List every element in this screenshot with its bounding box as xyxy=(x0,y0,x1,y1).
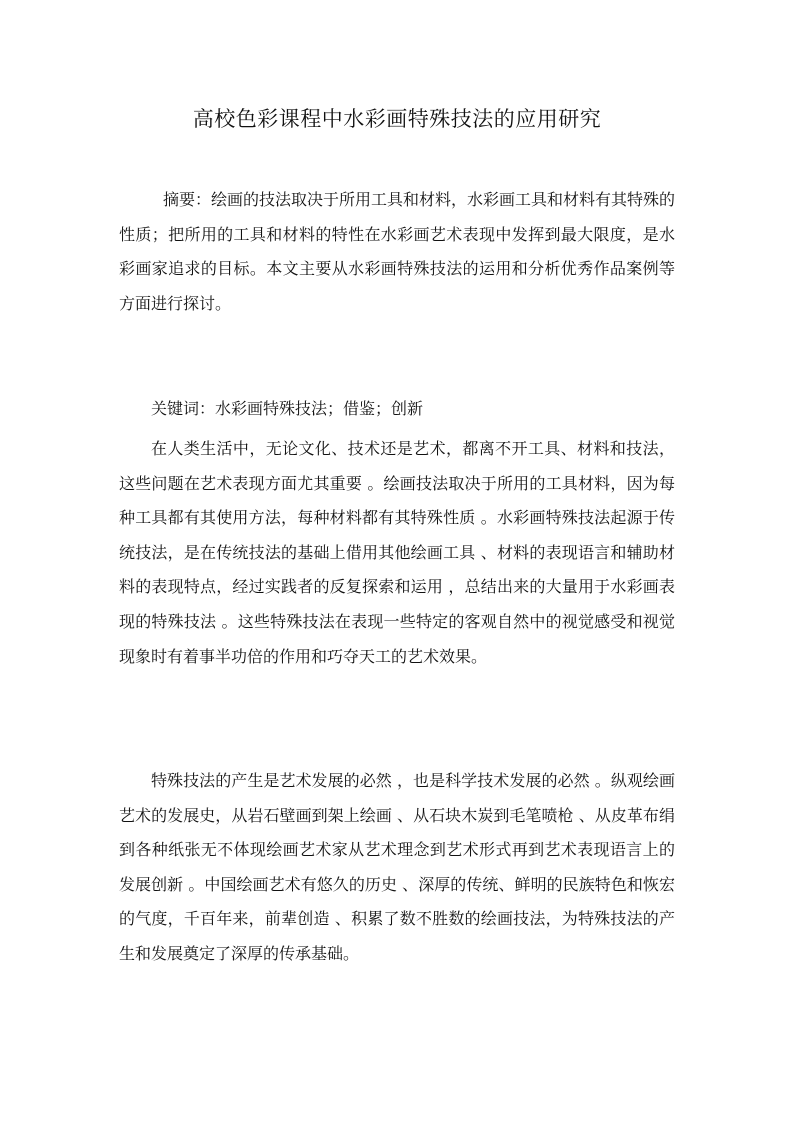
keywords-line: 关键词：水彩画特殊技法；借鉴；创新 xyxy=(151,399,424,418)
body-paragraph-2: 特殊技法的产生是艺术发展的必然 ，也是科学技术发展的必然 。纵观绘画艺术的发展史，从岩石壁画到架上绘画 、从石块木炭到毛笔喷枪 、从皮革布绢到各种纸张无不体现绘画艺术家从艺术理念到艺术形式再到艺术表现语言上的发展创新 。中国绘画艺术有悠久的历史 、深厚的传统、鲜明的民族特色和恢宏的气度，千百年来，前辈创造 、积累了数不胜数的绘画技法，为特殊技法的产生和发展奠定了深厚的传承基础。 xyxy=(119,771,675,963)
abstract-paragraph: 摘要：绘画的技法取决于所用工具和材料，水彩画工具和材料有其特殊的性质；把所用的工具和材料的特性在水彩画艺术表现中发挥到最大限度，是水彩画家追求的目标。本文主要从水彩画特殊技法的运用和分析优秀作品案例等方面进行探讨。 xyxy=(119,190,676,313)
body-paragraph-1: 在人类生活中，无论文化、技术还是艺术，都离不开工具、材料和技法，这些问题在艺术表现方面尤其重要 。绘画技法取决于所用的工具材料，因为每种工具都有其使用方法，每种材料都有其特殊性质 。水彩画特殊技法起源于传统技法，是在传统技法的基础上借用其他绘画工具 、材料的表现语言和辅助材料的表现特点，经过实践者的反复探索和运用 ，总结出来的大量用于水彩画表现的特殊技法 。这些特殊技法在表现一些特定的客观自然中的视觉感受和视觉现象时有着事半功倍的作用和巧夺天工的艺术效果。 xyxy=(119,439,675,666)
document-title: 高校色彩课程中水彩画特殊技法的应用研究 xyxy=(192,107,602,131)
